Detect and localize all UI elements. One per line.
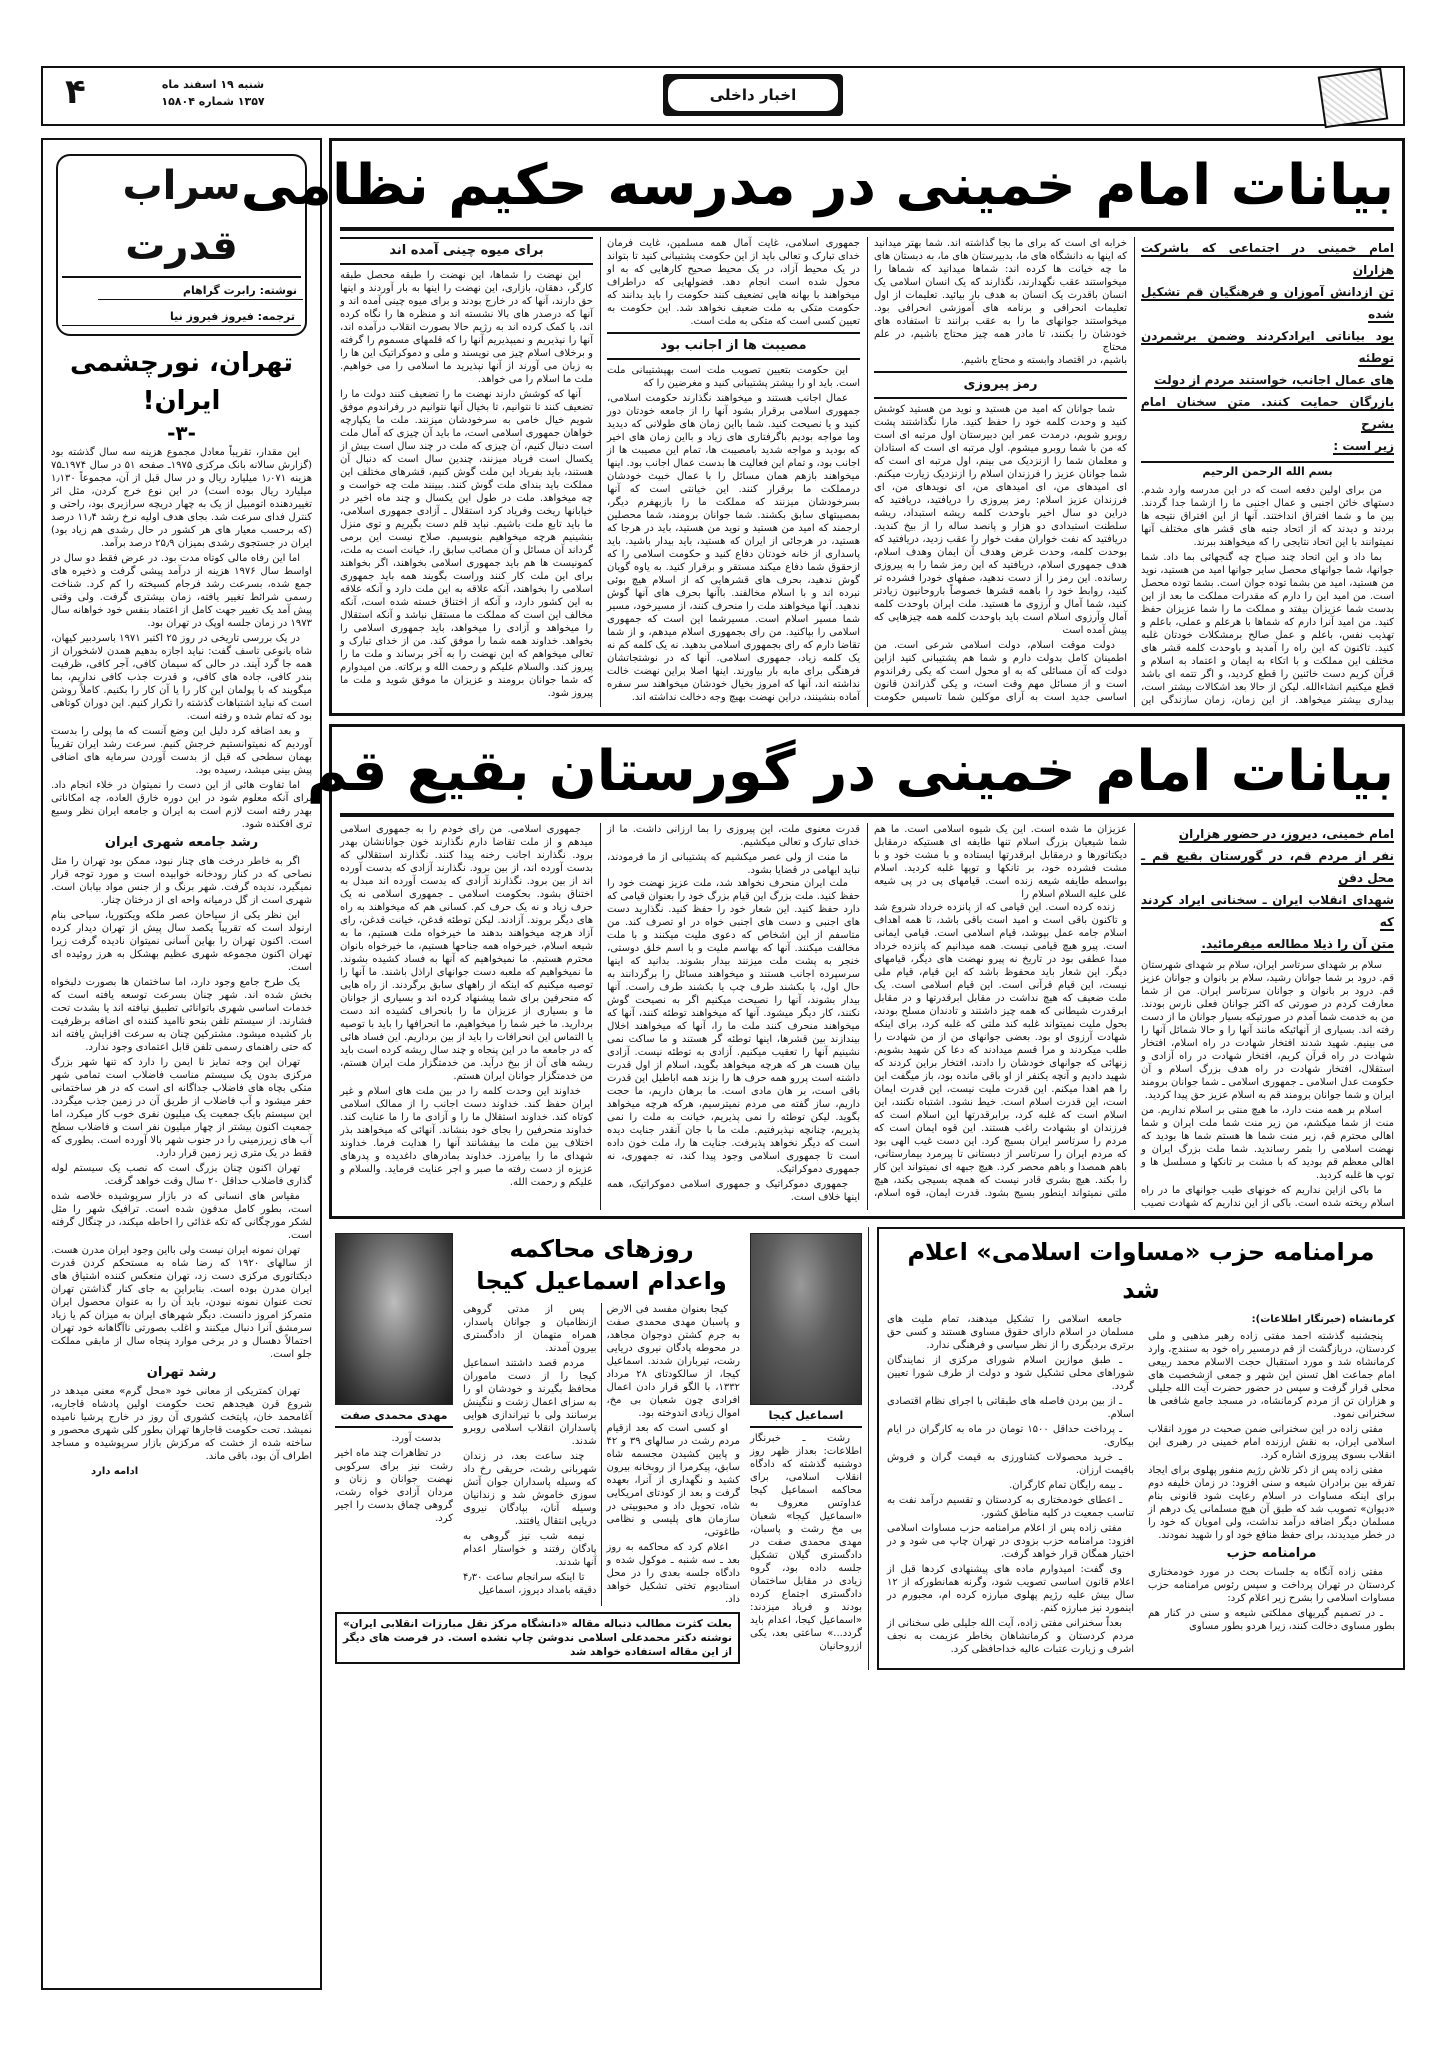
article1-col3-tail <box>340 269 593 386</box>
intro-line-text: بود بیاناتی ایرادکردند وضمن برشمردن توطئه <box>1141 329 1394 365</box>
serial-subhead-tehran: رشد تهران <box>146 1365 217 1380</box>
article1-col2-lead: باشیم، در اقتصاد وابسته و محتاج باشیم. <box>960 355 1127 366</box>
article3-col-right <box>750 1432 862 1653</box>
paragraph: تهران اکنون چنان بزرگ است که نصب یک سیستم لوله گذاری فاضلاب حداقل ۲۰ سال وقت خواهد گرفت. <box>51 1163 312 1187</box>
intro-line <box>1141 325 1394 369</box>
paragraph: ما منت از ولی عصر میکشیم که پشتیبانی از ما فرمودند، نباید ابهامی در قضایا بشود. <box>607 852 860 876</box>
paragraph: تهران نمونه ایران نیست ولی بااین وجود ایران مدرن هست. از سالهای ۱۹۲۰ که رضا شاه به مستحکم کردن قدرت دیکتاتوری مرکزی دست زد، تهران منعکس کننده اشتیاق های ایران مدرن بوده است. بنابراین به جای کنار گذاشتن تهران تحت عنوان نمونه نبودن، باید آن را به عنوان محصول ایران متمرکز امروز دانست. دیگر شهرهای ایران به میزان کم یا زیاد سرمشق آنرا دنبال میکنند و اغلب بصورتی ناآگاهانه خود تهران احتمالاً دهسال و در برخی موارد پنجاه سال از مابقی مملکت جلو است. <box>51 1245 313 1360</box>
intro-line-text: امام خمینی، دیروز، در حضور هزاران <box>1178 827 1394 841</box>
paragraph: چند ساعت بعد، در زندان شهربانی رشت، حریقی رخ داد که وسیله پاسداران جوان آتش سوزی خاموش شد و زندانیان وسیله آنان، بپادگان نیروی دریایی انتقال یافتند. <box>463 1451 597 1527</box>
article1-intro-lines <box>1141 237 1394 457</box>
paragraph: جمهوری اسلامی. من رای خودم را به جمهوری اسلامی میدهم و از ملت تقاضا دارم نگذارند خون جوانانشان بهدر برود. نگذارند اجانب رخنه پیدا کنند. نگذارند استقلالی که بدست آورده اند، از بین برود. نگذارند آزادی که بدست آورده اند از بین برود. نگذارند آزادی که بدست آورده اند مبدل به اختناق بشود. بحکومت اسلامی ـ جمهوری اسلامی نه یک حرف زیاد و نه یک حرف کم. کسانی هم که میخواهند به راه های دیگر بروند. آزادند. لیکن توطئه قدغن، خیانت قدغن، رای آزاد هرچه میخواهند بدهند ما خیرخواه ملت هستیم، ما به شیعه اسلام، خیرخواه همه جناحها هستیم، ما خیرخواه بانوان محترم هستیم. ما نمیخواهیم که آنها به فساد کشیده بشوند. ما نمیخواهیم که ملعبه دست جوانهای اراذل باشند. ما آنها را توصیه میکنیم که اینکه از راههای سابق برگردند. از راه هایی که منحرفین برای شما پیشنهاد کرده اند و بسیاری از جوانان ما و بسیاری از عزیزان ما را بانحراف کشیده اند دست بردارید. ما خیر شما را میخواهیم، ما انحرافها را باید با توصیه یا التماس این انحرافات را باید از بین برداریم. این فساد هائی که در جامعه ما در این پنجاه و چند سال ریشه کرده است باید ریشه های آن از بیخ درآید. من خدمتگزار ملت ایران هستم، من خدمتگزار جوانان ایران هستم. <box>340 824 593 1082</box>
section-label-box <box>663 74 843 116</box>
subhead-masibat: مصیبت ها از اجانب بود <box>607 332 860 360</box>
article-mosavat-party <box>877 1227 1405 1670</box>
intro-line <box>1141 281 1394 325</box>
paragraph: اما این رفاه مالی کوتاه مدت بود. در عرض فقط دو سال در اواسط سال ۱۹۷۶ هزینه از درآمد پیشی گرفت و ذخیره های جمع شده، بسرعت رشد فرجام کسیخته را کم کرد. شناخت رسمی شرائط تغییر یافته، زمان بیشتری گرفت. ولی وقتی پیش آمد یک تغییر جهت کامل از اعتماد بنفس خود خواهانه سال ۱۹۷۳ در زمان جلسه اوپک در تهران بود. <box>51 553 312 629</box>
masthead <box>41 66 1405 126</box>
paragraph: جامعه اسلامی را تشکیل میدهند، تمام ملیت های مسلمان در اسلام دارای حقوق مساوی هستند و کسی حق برتری بردیگری را از نظر سیاسی و فرهنگی ندارد. <box>887 1314 1134 1351</box>
article3-right-stack <box>750 1233 862 1664</box>
intro-line-text: شهدای انقلاب ایران ـ سخنانی ایراد کردند که <box>1141 893 1394 929</box>
paragraph: اگر به خاطر درخت های چنار نبود، ممکن بود تهران را مثل نصاحی که در کنار رودخانه خوابیده است و مورد توجه قرار نمیگیرد، ندیده گرفت. شهر برنگ و از جنس مواد بیابان است. شهری است از گل درمیانه واحه ای از درختان چنار. <box>51 856 312 906</box>
paragraph: این نظر یکی از سیاحان عصر ملکه ویکتوریا، سیاحی بنام ارنولد است که تقریباً یکصد سال پیش از تهران دیدار کرده است. اکنون تهران را بهاین آسانی نمیتوان نادیده گرفت زیرا تهران اکنون مجموعه شهری عظیم بهشکل به هرز روئیده ای است. <box>51 910 312 973</box>
paragraph: و بعد اضافه کرد دلیل این وضع آنست که ما پولی را بدست آوردیم که نمیتوانستیم خرجش کنیم. سرعت رشد ایران تقریباً بهمان سطحی که قبل از بدست آوردن سرمایه های اضافی پیش بینی میشد، رسیده بود. <box>51 726 312 776</box>
paragraph: اعلام کرد که محاکمه به روز بعد ـ سه شنبه ـ موکول شده و دادگاه جلسه بعدی را در محل استادیوم تختی تشکیل خواهد داد. <box>606 1542 740 1605</box>
subhead-maramnameh: مرامنامه حزب <box>1226 1546 1317 1561</box>
article3-columns <box>463 1303 740 1606</box>
article3-col-right-text <box>750 1432 862 1653</box>
issue-date <box>138 76 288 110</box>
paragraph: مردم قصد داشتند اسماعیل کیجا را از دست ماموران محافظ بگیرند و خودشان او را به سزای اعمال زشت و ننگینش برسانند ولی با تیراندازی هوایی پاسداران انقلاب اسلامی روبرو شدند. <box>463 1358 597 1447</box>
paragraph: یک طرح جامع وجود دارد، اما ساختمان ها بصورت دلبخواه بخش شده اند. شهر چنان بسرعت توسعه یافته است که خدمات اساسی شهری باتوانائی تطبیق نیافته اند یا بشدت تحت فشارند. از سیستم تلفن بنحو ناامید کننده ای اضافه برظرفیت بار کشیده میشود. مشترکین چنان به سرعت افزایش یافته اند که حتی راهنمای رسمی تلفن قابل اعتمادی وجود ندارد. <box>51 977 312 1053</box>
article1-col2-tail <box>607 364 860 390</box>
serial-title: سراب قدرت <box>62 156 301 278</box>
paragraph: این حکومت بتعیین تصویب ملت است بهپشتیبانی ملت است. باید او را بیشتر پشتیبانی کنید و مغرضین را که <box>607 365 860 389</box>
article3-left-stack <box>335 1233 453 1606</box>
paragraph: مفتی زاده پس از اعلام مرامنامه حزب مساوات اسلامی افزود: مرامنامه حزب بزودی در تهران چاپ می شود و در اختیار همگان قرار خواهد گرفت. <box>887 1523 1134 1560</box>
article4-col-left-text <box>887 1313 1134 1656</box>
article3-col-under-photo <box>335 1432 453 1525</box>
bottom-row <box>329 1227 1405 1670</box>
article3-under-photo-text <box>335 1432 453 1525</box>
paragraph: پنجشنبه گذشته احمد مفتی زاده رهبر مذهبی و ملی کردستان، دربازگشت از قم درمسیر راه خود به سنندج، وارد کرمانشاه شد و مورد استقبال حجت الاسلام محمد ربیعی امام جماعت اهل تسنن این شهر و جمعی ازشخصیت های محلی قرار گرفت و سپس در حضور حضرت آیت الله جلیلی و هزاران تن از مردم کرمانشاه، در مسجد جامع شافعی ها سخنرانی نمود. <box>1148 1331 1395 1420</box>
paragraph: کیجا بعنوان مفسد فی الارض و پاسبان مهدی محمدی صفت به جرم کشتن دوجوان مجاهد، در محوطه پادگان نیروی دریایی رشت، تیرباران شدند. اسماعیل کیجا، از سالکودتای ۲۸ مرداد ۱۳۳۲، با الگو قرار دادن اعمال افرادی چون شعبان بی مخ، اموال زیادی اندوخته بود. <box>606 1304 740 1419</box>
editorial-notice-box <box>335 1612 740 1664</box>
paragraph: مقیاس های انسانی که در بازار سرپوشیده خلاصه شده است، بطور کامل مدفون شده است. ترافیک شهر را مثل لشکر مورچگانی که تکه غذائی را احاطه میکند، در چنگال گرفته است. <box>51 1191 312 1241</box>
article4-columns <box>887 1313 1395 1656</box>
article1-intro <box>1141 237 1394 457</box>
paragraph: ـ پرداخت حداقل ۱۵۰۰ تومان در ماه به کارگران در ایام بیکاری. <box>887 1424 1134 1448</box>
article1-columns <box>340 237 1394 707</box>
paragraph: ـ طبق موازین اسلام شورای مرکزی از نمایندگان شوراهای محلی تشکیل شود و دولت از طرف شورا تعیین گردد. <box>887 1355 1134 1392</box>
intro-line <box>1141 435 1394 457</box>
serial-paragraphs-c <box>51 1385 312 1463</box>
intro-line-text: های عمال اجانب، خواستند مردم از دولت <box>1154 373 1394 387</box>
intro-line <box>1141 845 1394 889</box>
headline-rule <box>340 227 1394 231</box>
paragraph: ملت ایران منحرف نخواهد شد، ملت عزیز نهضت خود را حفظ کنید. ملت بزرگ این قیام بزرگ خود را بعنوان قیامی که دارد حفظ کنید. این شعار خود را حفظ کنید. نگذارید دست های اجنبی و دست های اجنبی خواه در او تصرف کند. من متاسفم از این اشخاص که دعوی ملیت میکنند و با ملت مخالفت میکنند. آنها که بهاسم ملیت و با اسم خلق دوستی، خنجر به پشت ملت میزنند بیدار بشوند. بدانید که اینها سرسپرده اجانب هستند و میخواهند مسائل را برگردانند به حال اول، یا بکشند طرف چپ یا بکشند طرف راست. آنها بیدار بشوند، آنها را نصیحت میکنیم اگر به نصیحت گوش نکنند، کار دیگر میشود. آنها که میخواهند توطئه کنند، آنها که میخواهند منحرف کنند ملت ما را، آنها که میخواهند اخلال بیندازند بین قشرها، اینها توطئه گر هستند و ما ساکت نمی نشینیم آنها را تعقیب میکنیم. آزادی به توطئه نیست. آزادی بیان هست هر که هرچه میخواهد بگوید، اسلام از اول قدرت داشته است پررو همه حرف ها را بزند همه اباطیل این قدرت باقی است، بر هان مادی است. ما برهان داریم، ما حجت داریم، ساز گفته می مردم نمیترسیم، هرکه هرچه میخواهد بگوید. لیکن توطئه را نمی پذیریم، خیانت به ملت را نمی پذیریم، چنانچه نپذیرفتیم. ملت ما با جان آنقدر جنایت دیده است که دیگر نخواهد پذیرفت. جنایت ها را، ملت خون داده است تا جمهوری اسلامی وجود پیدا کند، نه جمهوری، نه جمهوری دموکراتیک. <box>607 878 860 1175</box>
article4-headline: مرامنامه حزب «مساوات اسلامی» اعلام شد <box>907 1238 1375 1304</box>
article-baqi-cemetery <box>306 724 1405 1219</box>
article4-col-right-text <box>1148 1330 1395 1542</box>
intro-line-text: نفر از مردم قم، در گورستان بقیع قم ـ محل دفن <box>1141 849 1394 885</box>
intro-line-text: بازرگان حمایت کنند. متن سخنان امام بشرح <box>1141 395 1394 431</box>
paragraph: تهران این وجه تمایز نا ایمن را دارد که تنها شهر بزرگ مرکزی بدون یک سیستم مناسب فاضلاب است تمامی شهر متکی بچاه های فاضلاب جداگانه ای است که در هر ساختمانی حفر میشود و آب فاضلاب از طریق آن در زمین جذب میگردد. این سیستم بایک جمعیت یک میلیون نفری خوب کار میکرد، اما جمعیت اکنون بیشتر از چهار میلیون نفر است و فاضلاب سطح آب های زیرزمینی را در جنوب شهر بالا آورده است. بطوری که فقط در یک متری زیر زمین قرار دارد. <box>51 1057 312 1159</box>
article3-col-left-text <box>607 1303 741 1539</box>
photo1-caption: مهدی محمدی صفت <box>335 1405 453 1428</box>
paragraph: رشت ـ خبرنگار اطلاعات: بعداز ظهر روز دوشنبه گذشته که دادگاه انقلاب اسلامی، برای محاکمه اسماعیل کیجا عداوتس معروف به «اسماعیل کیجا» شعبان بی مخ رشت و پاسبان، مهدی محمدی صفت در دادگستری گیلان تشکیل جلسه داده بود، گروه زیادی در مقابل ساختمان دادگستری اجتماع کرده بودند و فریاد میزدند: «اسماعیل کیجا، اعدام باید گردد...» ساعتی بعد، یکی ازروحانیان <box>750 1433 862 1652</box>
intro-line <box>1141 237 1394 281</box>
paragraph: زنده کرده است. این قیامی که از پانزده خرداد شروع شد و تاکنون باقی است و امید است باقی باشد، تا همه اهداف اسلام جامه عمل بپوشد، قیام اسلامی است. قیامی ایمانی است. پیرو هیچ قیامی نیست. همه میدانیم که پانزده خرداد مبدا عطفی بود در تاریخ نه پیرو نهضت های دیگر، قیامهای دیگر. این شعار باید محفوظ باشد که این قیام، قیام ملی نیست، این قیام قرآنی است. این قیام اسلامی است. یک ملت ضعیف که هیچ نداشت در مقابل ابرقدرتها و در مقابل ابرقدرت شیطانی که همه چیز داشتند و تادندان مسلح بودند، بحول ملیت نمیتواند غلبه کند ملتی که غلبه کرد، برای اینکه شهادت آرزوی او بود. بعضی جوانهای من از من شهادت را طلب میکردند و مرا قسم میدادند که دعا کن شهید بشویم. زنهائی که جوانهای خودشان را دادند، افتخار براین کردند که شهید دادیم و آنچه یکنفر از او باقی مانده بود، باز میگفت این را هم اهدا میکنم. این قدرت ملیت نیست، این قدرت ایمان است، این قدرت اسلام است. خیط نشود. اشتباه نکنند، این اسلام است که غلبه کرد، برابرقدرتها این اسلام است که فرزندان او بشهادت راغب هستند. این قوه ایمان است که مردم را سرتاسر ایران بسیج کرد. این دست غیب الهی بود که مردم ایران را سرتاسر از دبستانی تا پیرمرد بیمارستانی، باهم همصدا و باهم محصر کرد. هیچ جبهه ای نمیتواند این کار را بکند. هیچ بشری قادر نیست که همچه بسیجی بکند، هیچ ملتی نمیتواند اینطور بسیج بشود. قدرت ایمان، قوه اسلام، قدرت معنوی ملت، این پیروزی را بما ارزانی داشت. ما از خدای تبارک و تعالی میکشیم. <box>607 824 1127 1199</box>
article2-col3-text <box>607 877 860 1176</box>
article1-headline: بیانات امام خمینی در مدرسه حکیم نظامی <box>240 153 1394 218</box>
paragraph: در یک بررسی تاریخی در روز ۲۵ اکتبر ۱۹۷۱ باسردبیر کیهان، شاه بانوعی تاسف گفت: نباید اجازه بدهیم همدن لاشخوران از همه جا گرد آیند. در حالی که سیمان کافی، آجر کافی، ظرفیت بندر کافی، جاده های کافی، و قدرت جذب کافی نداریم، بما میگویند که با پولمان این کار را یا آن کار را بکنیم. کاملاً روشن است که نباید اشتباهات گذشته را تکرار کنیم. این دوران کوتاهی بود که تمام شده و رفته است. <box>51 633 312 722</box>
page-number: ۴ <box>65 72 86 112</box>
date-line-2: ۱۳۵۷ شماره ۱۵۸۰۴ <box>161 95 265 108</box>
serial-paragraphs-b <box>51 855 312 1361</box>
intro-line-text: امام خمینی در اجتماعی که باشرکت هزاران <box>1141 241 1394 277</box>
intro-line-text: زیر است : <box>1333 439 1394 453</box>
paragraph: مفتی زاده پس از ذکر تلاش رژیم منفور پهلوی برای ایجاد تفرقه بین برادران شیعه و سنی افزود: در زمان خلیفه دوم برای اینکه مساوات در اسلام رعایت شود قانونی بنام «دیوان» تصویب شد که طبق آن هیچ مسلمانی یک درهم از مسلمان دیگر اضافه درآمد نداشت، ولی امویان که خود را در خطر میدیدند، برای حفظ منافع خود او را شهید نمودند. <box>1148 1465 1395 1541</box>
subhead-mive-chini: برای میوه چینی آمده اند <box>340 237 593 265</box>
paragraph: پس از مدتی گروهی ازنظامیان و جوانان پاسدار، همراه متهمان از دادگستری بیرون آمدند. <box>463 1304 597 1354</box>
paragraph: من برای اولین دفعه است که در این مدرسه وارد شدم. دستهای خائن اجنبی و عمال اجنبی ما را ازشما جدا گردند. بین ما و شما افتراق انداختند. آنها از این افتراق نتیجه ها بردند و دیدند که از اتحاد جنبه های قشر های مختلف آنها نمیتوانند با این اتحاد نتایجی را که میخواهند ببرند. <box>1141 485 1394 548</box>
paragraph: شما جوانان که امید من هستید و نوید من هستید کوشش کنید و وحدت کلمه خود را حفظ کنید. مارا نگذاشتند پشت روبرو شویم، درمدت عمر این دبیرستان اول مرتبه ای است که من با شما روبرو میشوم. اول مرتبه ای است که استادان و معلمان شما را ازنزدیک می بینم، اول مرتبه ای است که شما جوانان عزیز را فرزندان اسلام را ازنزدیک زیارت میکنم. ای امیدهای من، ای امیدهای من، ای نویدهای من، ای فرزندان عزیز اسلام: رمز پیروزی را دریافتید، دریافتید که دراین دو سال اخیر باوحدت کلمه ریشه استبداد، ریشه سلطنت استبدادی دو هزار و پانصد ساله را از بیخ کندید. دریافتید که نفت خواران مفت خوار را عقب زدید، دریافتید که بوحدت کلمه، وحدت غرض وهدف آن ایمان وهدف اسلام، هدف جمهوری اسلام، دریافتید که این رمز شما را به پیروزی رسانده. این رمز را از دست ندهید، صفهای خودرا فشرده تر کنید، روابط خود را باهمه قشرها خصوصاً باروحانیون زیادتر کنید، شما آمال و آرزوی ما هستید. ملت ایران باوحدت کلمه آمال وآرزوی اسلام است باید باوحدت کلمه همه چیزهایی که پیش آمده است <box>874 404 1127 636</box>
article2-headline: بیانات امام خمینی در گورستان بقیع قم <box>306 739 1394 804</box>
paragraph: نیمه شب نیز گروهی به پادگان رفتند و خواستار اعدام آنها شدند. <box>463 1531 597 1568</box>
intro-line <box>1141 889 1394 933</box>
paragraph: بعداً سخنرانی مفتی زاده، آیت الله جلیلی طی سخنانی از مردم کردستان و کرمانشاهان بخاطر عزیمت به نجف اشرف و زیارت عتبات عالیه خداحافظی کرد. <box>887 1618 1134 1655</box>
intro-line <box>1141 933 1394 955</box>
intro-line-text: تن ازدانش آموزان و فرهنگیان قم تشکیل شده <box>1141 285 1394 321</box>
paragraph: ما باکی ازاین نداریم که خونهای طیب جوانهای ما در راه اسلام ریخته شده است. باکی از این نداریم که شهادت نصیب عزیزان ما شده است. این یک شیوه اسلامی است. ما هم شما شیعیان بزرگ اسلام تنها طایفه ای هستیکه درمقابل دیکتاتورها و درمقابل ابرقدرتها ایستاده و با مشت خود و با مشت فشرده خود، بر تانکها و توپها غلبه کردید. اسلام بواسطه طایفه شیعه زنده است. قیامهای پی در پی شیعه علی علیه السلام اسلام را <box>874 824 1394 1209</box>
photo-mahdi-mohammadi-sefat <box>335 1233 453 1405</box>
paragraph: ـ بیمه رایگان تمام کارگران. <box>1009 1480 1122 1491</box>
paragraph: آنها که کوشش دارند نهضت ما را تضعیف کنند دولت ما را تضعیف کنند تا نتوانیم، تا بخیال آنها نتوانیم در رفراندوم موفق شویم خیال خامی به سرخودشان میزنند. ملت ما یکپارچه خواهان جمهوری اسلامی است، ما باید آن چیزی که آمال ملت است دنبال کنیم، آن چیزی که ملت در چند سال است بیش از یکسال است فریاد میزنند، چندین سال است که دنبال آن هستند، باید بفریاد این ملت گوش کنیم، قشرهای مختلف این مملکت باید بندای ملت گوش کنند. ببینند ملت چه خواست و چه میخواهد. ملت در طول این یکسال و چند ماه اخیر در خیابانها ریخت وفریاد کرد استقلال ـ آزادی جمهوری اسلامی، ما باید تابع ملت باشیم. نباید قلم دست بگیریم و توی منزل بنشینیم هرچه میخواهیم بنویسیم. صلاح نیست این برمی گرداند آن مسائل و آن مصائب سابق را، خیانت است به ملت، کمونیست ها هم باید جمهوری اسلامی بخواهند، اگر بخواهند برای این ملت کار کنند وراست بگویند همه باید جمهوری اسلامی را بخواهند، آنکه علاقه به این ملت دارد و آنکه علاقه به این کشور دارد، و آنکه از اختناق خسته شده است، آنکه مخالف این است که مملکت ما مستقل نباشد و آنکه استقلال را میخواهد و آزادی را میخواهد، باید جمهوری اسلامی را بخواهد. خداوند همه شما را موفق کند. من از خدای تبارک و تعالی میخواهم که این نهضت را به آخر برساند و ملت ما را پیروز کند. والسلام علیکم و رحمت الله و برکاته. من امیدوارم که شما جوانان برومند و عزیزان ما موفق شوید و ملت ما پیروز شود. <box>340 389 593 699</box>
paragraph: جمهوری دموکراتیک و جمهوری اسلامی دموکراتیک، همه اینها خلاف است. <box>607 1179 860 1203</box>
article1-col4-text <box>340 388 593 700</box>
paragraph: خداوند این وحدت کلمه را در بین ملت های اسلام و غیر ایران حفظ کند. خداوند دست اجانب را از ممالک اسلامی کوتاه کند. خداوند استقلال ما را و آزادی ما را ما عنایت کند. خداوند منحرفین را بجای خود بنشاند. آنهائی که میخواهند بذر اختلاف بین ملت ما بیفشانند آنها را هدایت فرما. خداوند شهدای ما را بیامرزد. خداوند بمادرهای داغدیده و پدرهای عزیزه از دست رفته ما صبر و اجر عنایت فرماید. والسلام و علیکم و رحمت الله. <box>340 1086 593 1188</box>
paragraph: در تظاهرات چند ماه اخیر رشت نیز برای سرکوبی نهضت جوانان و زنان و مردان آزادی خواه رشت، گروهی چماق بدست را اجیر کرد. <box>335 1448 453 1524</box>
article4-col-right-tail <box>1148 1566 1395 1633</box>
photo-esmail-kija <box>750 1233 862 1405</box>
photo2-caption: اسماعیل کیجا <box>750 1405 862 1428</box>
article1-col3-text <box>607 392 860 704</box>
paragraph: دولت موقت اسلام، دولت اسلامی شرعی است. من اطمینان کامل بدولت دارم و شما هم پشتیبانی کنید ازاین دولت که آن مسائلی که به او محول است که یکی رفراندوم است و از مسائل مهم وقت است، و یکی گذراندن قانون اساسی جدید است به آرای موکلین شما تاسیس حکومت جمهوری اسلامی، غایت آمال همه مسلمین، غایت فرمان خدای تبارک و تعالی باید از این حکومت پشتیبانی کنید تا بتواند در یک محیط آزاد، در یک محیط صحیح کارهایی که به او محول شده است انجام دهد. فضولهایی که دراطراف میخواهند با بهانه هایی تضعیف کنند حکومت را باید بدانند که حکومت متکی به ملت ضعیف نخواهد شد. این حکومت به تعیین کسی است که متکی به ملت است. <box>607 238 1127 703</box>
paragraph: سلام بر شهدای سرتاسر ایران، سلام بر شهدای شهرستان قم. درود بر شما جوانان رشید، سلام بر بانوان و جوانان عزیز قم. درود بر بانوان و جوانان سرتاسر ایران. من از شما معارفت کردم در صورتی که اکثر جوانان فعلی نارس بودند. من به خدمت شما آمدم در صورتیکه بسیار جوانان ما از دست رفته اند. بسیاری از آنهائیکه مانند آنها را و حالا شمائل آنها را می بینیم. شهید شدند افتخار شهادت در راه اسلام، افتخار شهادت در راه قرآن کریم، افتخار شهادت در راه آزادی و استقلال، افتخار شهادت در راه هدف بزرگ اسلام و آن حکومت عدل اسلامی ـ جمهوری اسلامی ـ شما جوانان برومند ایران و شما جوانان برومند قم به اسلام عزیز حق پیدا کردید. <box>1141 960 1394 1101</box>
article4-dateline: کرمانشاه (خبرنگار اطلاعات): <box>1251 1314 1395 1325</box>
paragraph: مفتی زاده آنگاه به جلسات بحث در مورد خودمختاری کردستان در تهران پرداخت و سپس رئوس مرامنامه حزب مساوات اسلامی را بشرح زیر اعلام کرد: <box>1148 1567 1395 1604</box>
paragraph: ـ از بین بردن فاصله های طبقاتی با اجرای نظام اقتصادی اسلام. <box>887 1396 1134 1420</box>
intro-line <box>1141 391 1394 435</box>
article-kija-trial <box>329 1227 869 1670</box>
paragraph: تا اینکه سرانجام ساعت ۴٫۳۰ دقیقه بامداد دیروز، اسماعیل <box>463 1572 597 1596</box>
article2-columns <box>340 823 1394 1210</box>
paragraph: ـ اعطای خودمختاری به کردستان و تقسیم درآمد نفت به تناسب جمعیت در کلیه مناطق کشور. <box>887 1495 1134 1519</box>
subhead-ramz-piruzi: رمز پیروزی <box>874 371 1127 399</box>
paragraph: ـ خرید محصولات کشاورزی به قیمت گران و فروش باقیمت ارزان. <box>887 1452 1134 1476</box>
article2-intro-lines <box>1141 823 1394 955</box>
paragraph: بدست آورد. <box>391 1433 441 1444</box>
paragraph: مفتی زاده در این سخنرانی ضمن صحبت در مورد انقلاب اسلامی ایران، به نقش ارزنده امام خمینی در رهبری این انقلاب بسوی پیروزی اشاره کرد. <box>1148 1424 1395 1461</box>
paragraph: بما داد و این اتحاد چند صباح چه گنجهائی بما داد. شما جوانها، شما جوانهای محصل سایر جوانها امید من هستید، نوید من هستید، امید من بشما توده جوان است. بشما توده محصل است. من امید این را دارم که مقدرات مملکت ما بعد از این بدست شما عزیزان بیفتد و مملکت ما را شما عزیزان حفظ کنید. من امید آنرا دارم که شماها با هرعلم و عملی، باعلم و تهذیب نفس، باعلم و عمل صالح برمشکلات خودتان غلبه کنید. تاکنون که این راه را آمدید و باوحدت کلمه قشر های مختلف این مملکت و با اتکاء به ایمان و اعتماد به اسلام و قرآن کریم دست خائنین را قطع کردید، و اگر تتمه ای باشد قطع میکنیم انشاءالله. لیکن از حالا بعد اشکالات بیشتر است، بیداری بیشتر میخواهد. از این زمان، زمان سازندگی این خرابه ای است که برای ما بجا گذاشته اند. شما بهتر میدانید که اینها به دانشگاه های ما، بدبیرستان های ما، به دبستان های ما چه خیانت ها کرده اند: شماها میدانید که شماها را میخواستند عقب نگهدارند، نگذارند که یک انسان اسلامی یک انسان باقدرت یک انسان به هدف بار بیائید. تعلیمات از اول تعلیمات انحرافی و برنامه های آموزشی انحرافی بود. میخواستند جوانهای ما را به عقب برانند تا استفاده های خودشان را بکنند، تا مادر همه چیز محتاج باشیم، در علم محتاج <box>874 238 1394 706</box>
paragraph: او کسی است که بعد ازقیام مردم رشت در سالهای ۳۹ و ۴۲ و پایین کشیدن مجسمه شاه سابق، پیکرمرا از روبخانه بیرون کشید و نگهداری از آنرا، بعهده گرفت و بعد از کودتای امریکایی شاه، تحویل داد و محبوبیتی در سازمان های پلیسی و نظامی طاغوتی، <box>606 1423 740 1538</box>
intro-line <box>1141 823 1394 845</box>
editorial-notice: بعلت کثرت مطالب دنباله مقاله «دانشگاه مرکز نقل مبارزات انقلابی ایران» نوشته دکتر محمدعلی اسلامی ندوشن چاپ نشده است. در فرصت های دیگر از این مقاله استفاده خواهد شد <box>343 1618 732 1658</box>
article3-middle <box>463 1233 740 1606</box>
serial-author: نوشته: رابرت گراهام <box>98 278 303 300</box>
article-hakim-nezami <box>240 138 1405 716</box>
paragraph: اسلام بر همه منت دارد، ما هیچ منتی بر اسلام نداریم. من منت از شما میکشم، من زیر منت شما ملت ایران و شما اهالی محترم قم، زیر منت شما ها هستم شما ها بودید که نهضت اسلامی را بثمر رساندید. شما ملت بزرگ ایران و اهالی معظم قم بودید که با مشت بر تانکها و مسلسل ها و توپ ها غلبه کردید. <box>1141 1105 1394 1181</box>
section-label: اخبار داخلی <box>668 79 838 111</box>
date-line-1: شنبه ۱۹ اسفند ماه <box>161 78 265 91</box>
main-news-area <box>240 138 1405 1670</box>
bismillah: بسم الله الرحمن الرحیم <box>1141 461 1394 481</box>
paragraph: وی گفت: امیدوارم ماده های پیشنهادی کردها قبل از اعلام قانون اساسی تصویب شود، وگرنه همانطورکه از ۱۲ سال بیش علیه رژیم پهلوی مبارزه کرده ام، مجبورم در اینمورد نیز مبارزه کنم. <box>887 1564 1134 1614</box>
serial-subhead-urban: رشد جامعه شهری ایران <box>104 835 259 850</box>
intro-line-text: متن آن را ذیلا مطالعه میفرمائید. <box>1201 937 1394 951</box>
continued-note: ادامه دارد <box>91 1466 139 1477</box>
paragraph: ـ در تصمیم گیریهای مملکتی شیعه و سنی در کنار هم بطور مساوی دخالت کنند، زیرا هردو بطور مساوی <box>1148 1608 1395 1632</box>
paragraph: عمال اجانب هستند و میخواهند نگذارند حکومت اسلامی، جمهوری اسلامی برقرار بشود آنها را از جامعه خودتان دور کنید و یا نصیحت کنید. شما بااین زمان های طولانی که دیدید وما مواجه بودیم باگرفتاری های زیاد و بااین زمان های اخیر که بودید و مواجه شدید بامصیبت ها، تمام این مصیبت ها از اجانب بود، و تمام این فعالیت ها بدست عمال اجانب بود. اینها میخواهند بازهم همان مسائل را با عمال خبیث خودشان درمملکت ما برقرار کنند. این خیانتی است که آنها بسرخودشان میزنند که مملکت ما را بازبهفرم دیگر، بمصیبتهای سابق بکشند. شما جوانان برومند، شما محصلین ارجمند که امید من هستید و نوید من هستید، باید در هرجا که هستید، در هرجائی از ایران که هستید، باید بیدار باشید. باید پاسداری از خانه خودتان دفاع کنید و حکومت اسلامی را که ازحقوق شما دفاع میکند مستقر و برقرار کنید. به یاوه گویان گوش ندهید، بحرف های قشرهایی که از اسلام هیچ بوئی نبرده اند و با اسلام مخالفند. باآنها بحرف های آنها گوش ندهید. آنها میخواهند ملت را منحرف کنند، از مسیرخود، مسیر شما مسیر اسلام است. مسیرشما این است که جمهوری اسلامی را بپاکنید. من رای بجمهوری اسلام میدهم، و از شما تقاضا دارم که رای بجمهوری اسلامی بدهید. نه یک کلمه کم نه یک کلمه زیاد، جمهوری اسلامی. آنها که در نوشتجاتشان فرهنگی برای مابه بار بیاورند. اینها اصلا براین نهضت خالت نداشته اند، آنها که امروز بخیال خودشان میخواهند سر سفره آماده بنشینند، دراین نهضت بهیچ وجه دخالت نداشته اند. <box>607 393 860 703</box>
paragraph: تهران کمتریکی از معانی خود «محل گرم» معنی میدهد در شروع قرن هیجدهم تحت حکومت اولین پادشاه قاجاریه، آغامحمد خان، پایتخت کشوری آن روز در خارج پرشیا نامیده نمیشد. تحت حکومت قاجارها تهران بطور کلی شهری محصور و ساخته شده از خشت که مرکزش بازار سرپوشیده و مساجد اطراف آن بود، باقی ماند. <box>51 1386 312 1462</box>
intro-line <box>1141 369 1394 391</box>
paragraph: اما تفاوت هائی از این دست را نمیتوان در خلاء انجام داد. برای آنکه معلوم شود در این دوره خارق العاده، چه امکاناتی بهدر رفته است لازم است به ایران و جامعه ایران نظر وسیع تری افکنده شود. <box>51 780 312 830</box>
serial-paragraphs-a <box>51 446 312 831</box>
article3-headline-2: واعدام اسماعیل کیجا <box>476 1267 727 1295</box>
article2-intro <box>1141 823 1394 955</box>
newspaper-logo <box>1318 68 1389 128</box>
serial-part: -۳- <box>167 421 196 445</box>
paragraph: این مقدار، تقریباً معادل مجموع هزینه سه سال گذشته بود (گزارش سالانه بانک مرکزی ۱۹۷۵ـ صفحه ۵۱ در سال ۱۹۷۴ـ۷۵ هزینه ۱٫۰۷۱ میلیارد ریال و در سال قبل از آن، مجموعاً ۱٫۱۳۰ میلیارد ریال بوده است) در این نوع خرج کردن، مثل اثر تغییردهنده اتومبیل از یک به چهار دریچه سرازیری بود، راحتی و کنترل فدای سرعت شد. بجای هدف اولیه نرخ رشد ۱۱٫۴ درصد (که برحسب معیار های هر کشور در حال رشدی هم زیاد بود) ایران در جستجوی رشدی بمیزان ۲۵٫۹ درصد برآمد. <box>51 447 313 549</box>
serial-headline: تهران، نورچشمی ایران! <box>69 348 294 416</box>
article3-headline-1: روزهای محاکمه <box>509 1235 694 1263</box>
headline-rule <box>340 813 1394 817</box>
serial-translator: ترجمه: فیروز فیروز نیا <box>62 310 301 326</box>
serial-article <box>41 138 322 1990</box>
serial-body <box>51 446 312 1478</box>
paragraph: این نهضت را شماها، این نهضت را طبقه محصل طبقه کارگر، دهقان، بازاری، این نهضت را اینها به بار آوردند و اینها حق دارند، آنها که در خارج بودند و برای میوه چینی آمده اند و آنها که درصدر های بالا نشسته اند و منظره ها را نگاه کرده اند، یا کمک کرده اند به رژیم حالا بصورت انقلاب درآمده اند، آنها را نپذیریم و نمیپذیریم آنها را که قلمهای مسموم را گرفته و برخلاف اسلام چیز می نویسند و ملی و دموکراتیک این ها را به زبان می آورند از آنها نپذیرید ما اسلامی را می خواهیم. ملت ما اسلام را می خواهد. <box>340 270 593 385</box>
